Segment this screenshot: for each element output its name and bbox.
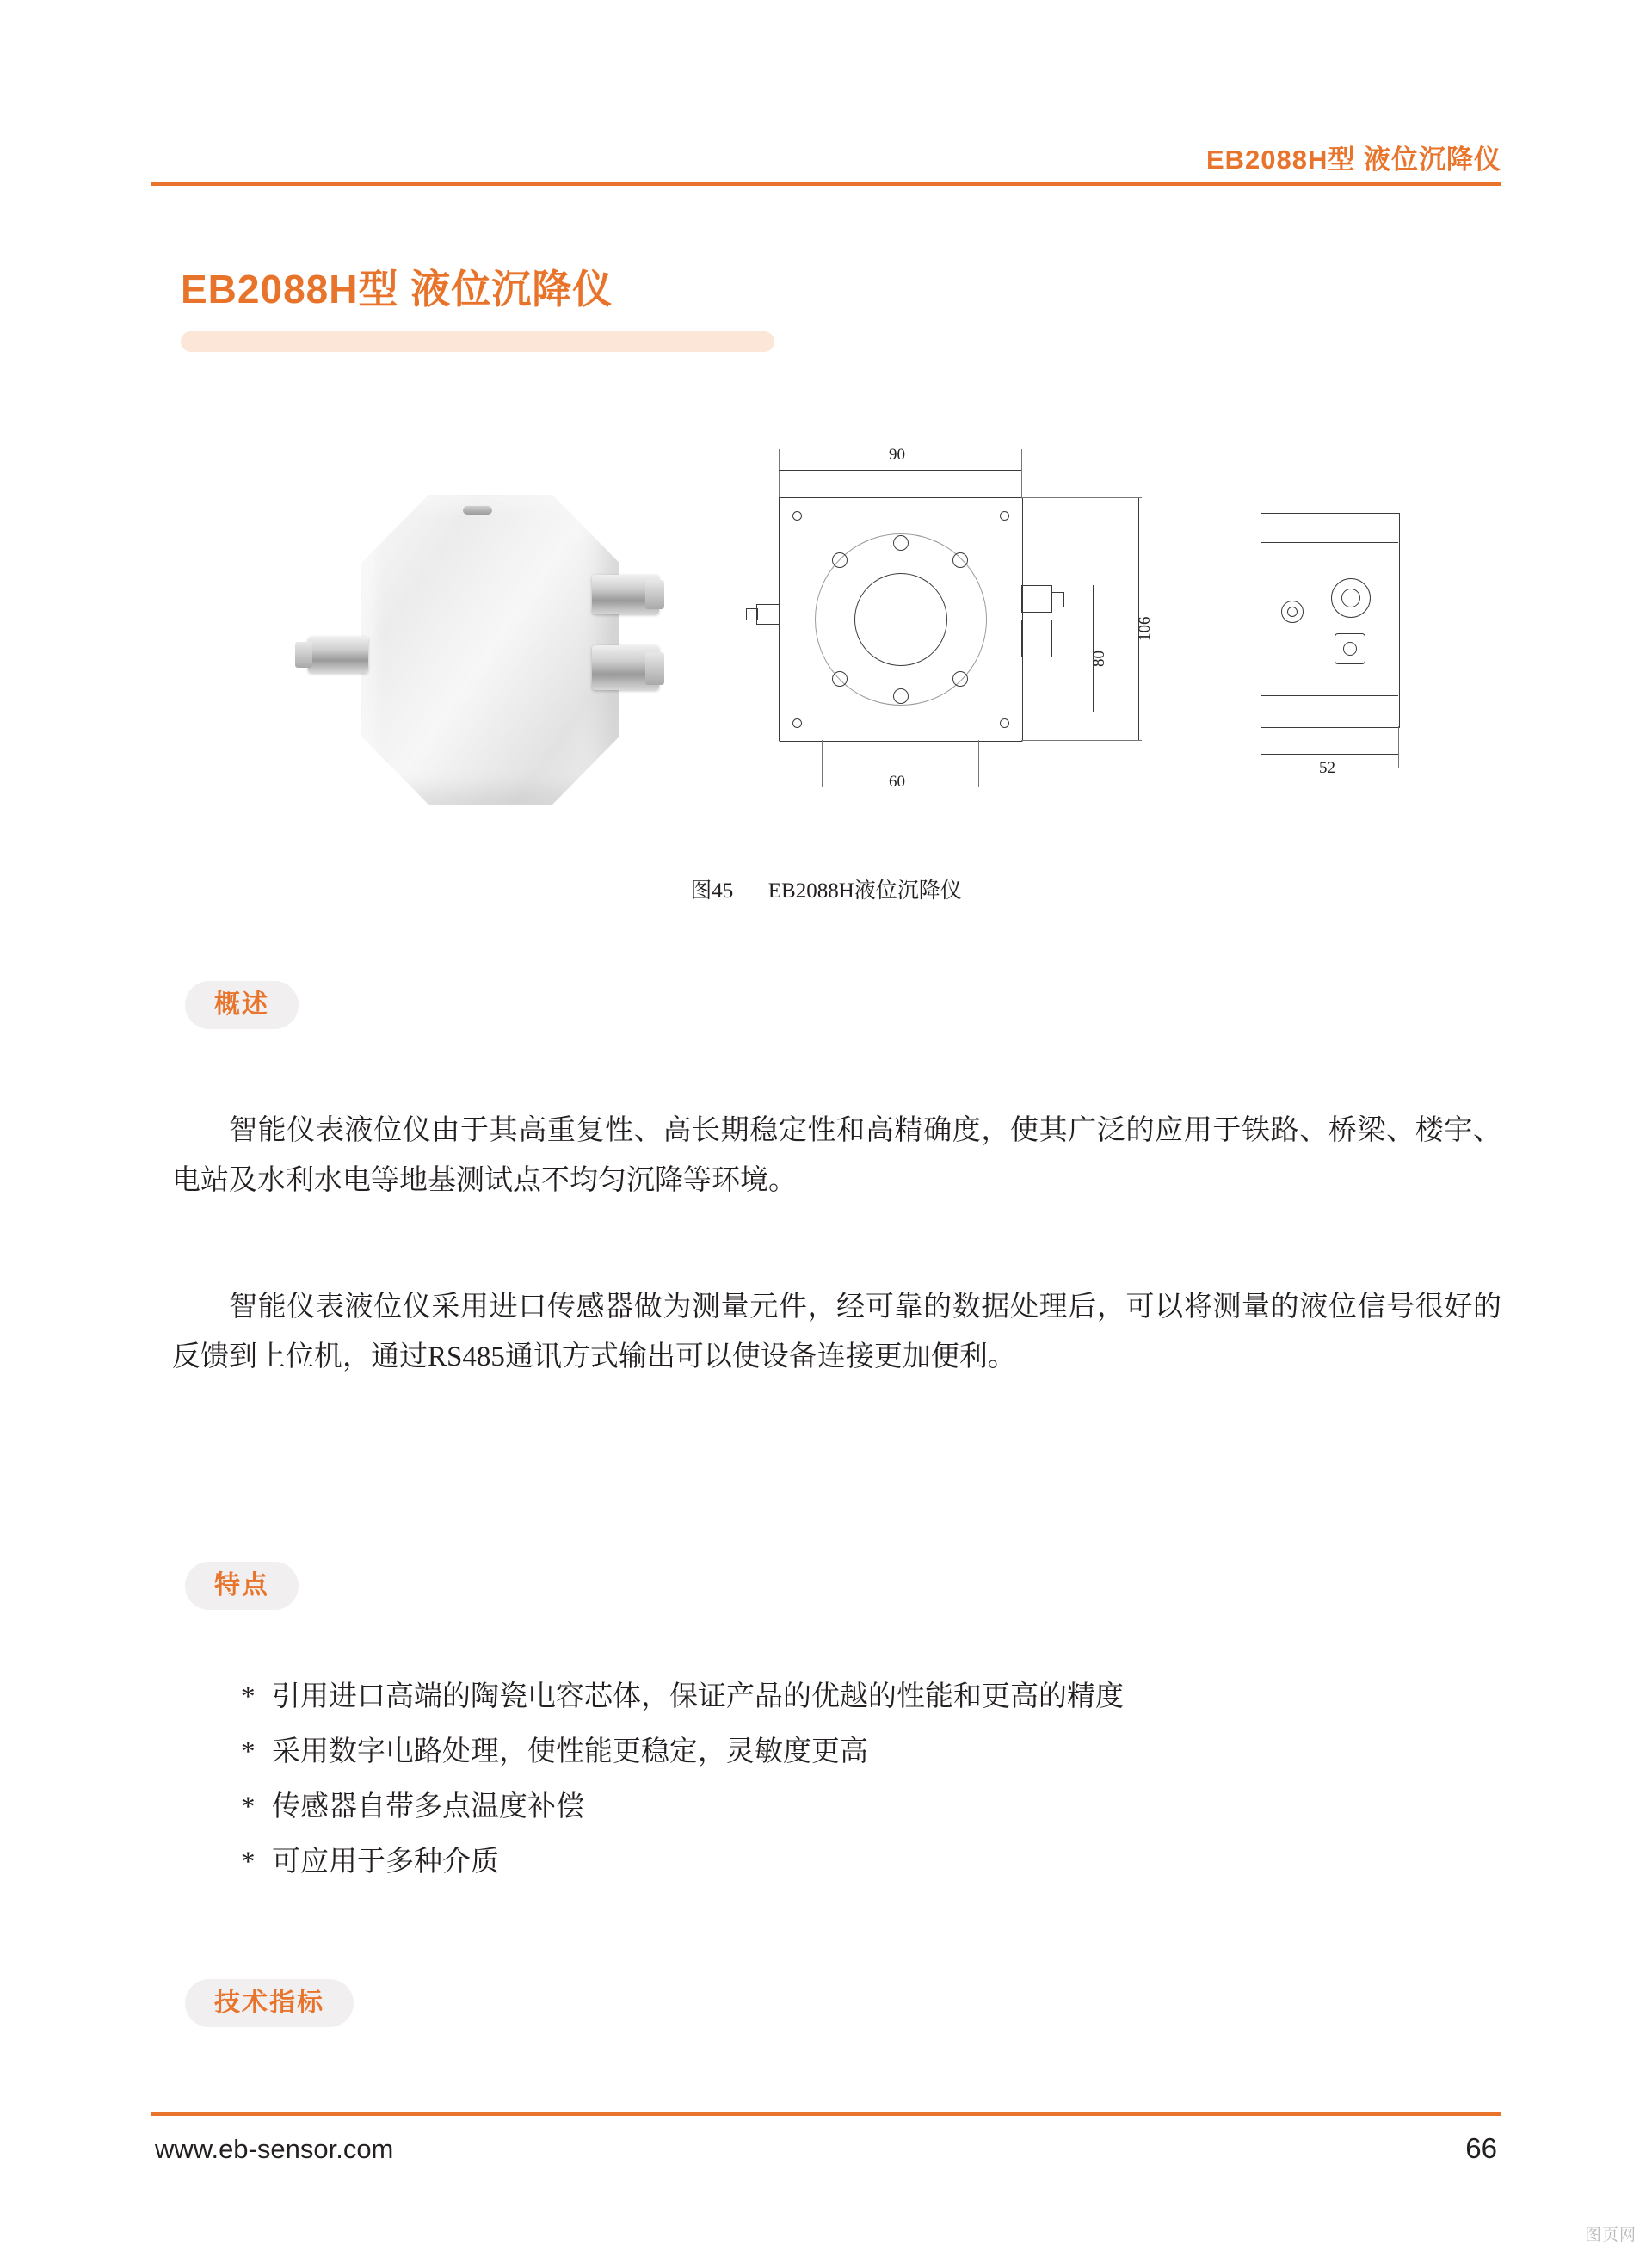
corner-hole [792,718,802,728]
front-view-right-connector-tip [1051,592,1064,607]
bullet-star-icon: * [241,1847,256,1878]
technical-drawing [753,446,1501,852]
feature-text: 采用数字电路处理，使性能更稳定，灵敏度更高 [272,1736,868,1767]
side-view-large-hex-port-inner [1341,589,1360,607]
corner-hole [792,511,802,521]
list-item [241,1724,1489,1779]
left-connector-cap [295,642,312,668]
dim-ext-left-60 [822,740,823,787]
dim-line-90 [779,470,1021,471]
dim-ext-top-106 [1021,497,1142,498]
title-highlight-bar [181,331,774,352]
dim-label-top-width: 90 [889,446,905,464]
watermark: 图页网 [1584,2226,1637,2244]
bullet-star-icon: * [241,1681,256,1712]
page-number: 66 [1465,2132,1497,2164]
device-housing [361,495,620,805]
bolt-hole [832,552,848,568]
bullet-star-icon: * [241,1791,256,1822]
section-heading-overview: 概述 [185,981,299,1029]
bolt-hole [893,688,909,704]
bullet-star-icon: * [241,1736,256,1767]
front-view-left-connector [756,604,780,625]
footer-divider [151,2112,1501,2116]
figure-caption-label: 图45 [690,879,734,903]
dim-line-80 [1093,585,1094,712]
dim-line-52 [1261,754,1398,755]
front-view-right-connector-upper [1021,585,1052,613]
feature-text: 传感器自带多点温度补偿 [272,1791,584,1822]
page-title: EB2088H型 液位沉降仪 [181,267,613,311]
dim-label-outer-height: 106 [1136,616,1154,641]
list-item [241,1669,1489,1724]
side-view-bottom-plate [1261,695,1398,696]
corner-hole [1000,511,1009,521]
product-figure [151,446,1501,860]
feature-text: 可应用于多种介质 [272,1847,499,1878]
side-view-small-port-inner [1287,607,1298,617]
bolt-hole [952,671,968,687]
right-connector-lower-cap [645,652,664,685]
list-item [241,1779,1489,1835]
running-header-title: EB2088H型 液位沉降仪 [1205,145,1501,175]
front-view-right-connector-lower [1021,620,1052,657]
dim-label-bottom-width: 60 [889,773,905,791]
footer-website: www.eb-sensor.com [155,2134,394,2164]
figure-caption [0,873,1652,904]
overview-paragraph-2: 智能仪表液位仪采用进口传感器做为测量元件，经可靠的数据处理后，可以将测量的液位信号很好的反馈到上位机，通过RS485通讯方式输出可以使设备连接更加便利。 [172,1292,1501,1372]
side-view-hex-nut-bore [1343,642,1357,656]
feature-text: 引用进口高端的陶瓷电容芯体，保证产品的优越的性能和更高的精度 [272,1681,1124,1712]
bolt-hole [893,535,909,551]
top-screw [463,506,492,515]
corner-hole [1000,718,1009,728]
dim-ext-right-60 [978,740,979,787]
left-connector [308,637,368,673]
header-divider [151,182,1501,186]
right-connector-upper-cap [645,580,664,609]
dim-label-inner-height: 80 [1090,651,1108,667]
side-view-top-plate [1261,542,1398,543]
list-item [241,1835,1489,1890]
dim-ext-bottom-106 [1021,740,1142,741]
dim-ext-right-52 [1398,726,1399,768]
front-view-top-edge [779,497,1021,498]
features-list [241,1669,1489,1890]
figure-caption-text: EB2088H液位沉降仪 [767,879,962,903]
bolt-hole [952,552,968,568]
product-photo [254,465,658,843]
dim-label-side-width: 52 [1319,759,1335,777]
front-view-left-connector-tip [746,608,758,620]
dim-ext-right-90 [1021,449,1022,497]
overview-paragraph-1: 智能仪表液位仪由于其高重复性、高长期稳定性和高精确度，使其广泛的应用于铁路、桥梁、楼宇、电站及水利水电等地基测试点不均匀沉降等环境。 [172,1115,1501,1196]
dim-ext-left-90 [779,449,780,497]
bolt-hole [832,671,848,687]
section-heading-features: 特点 [185,1562,299,1610]
section-heading-specs: 技术指标 [185,1979,354,2027]
